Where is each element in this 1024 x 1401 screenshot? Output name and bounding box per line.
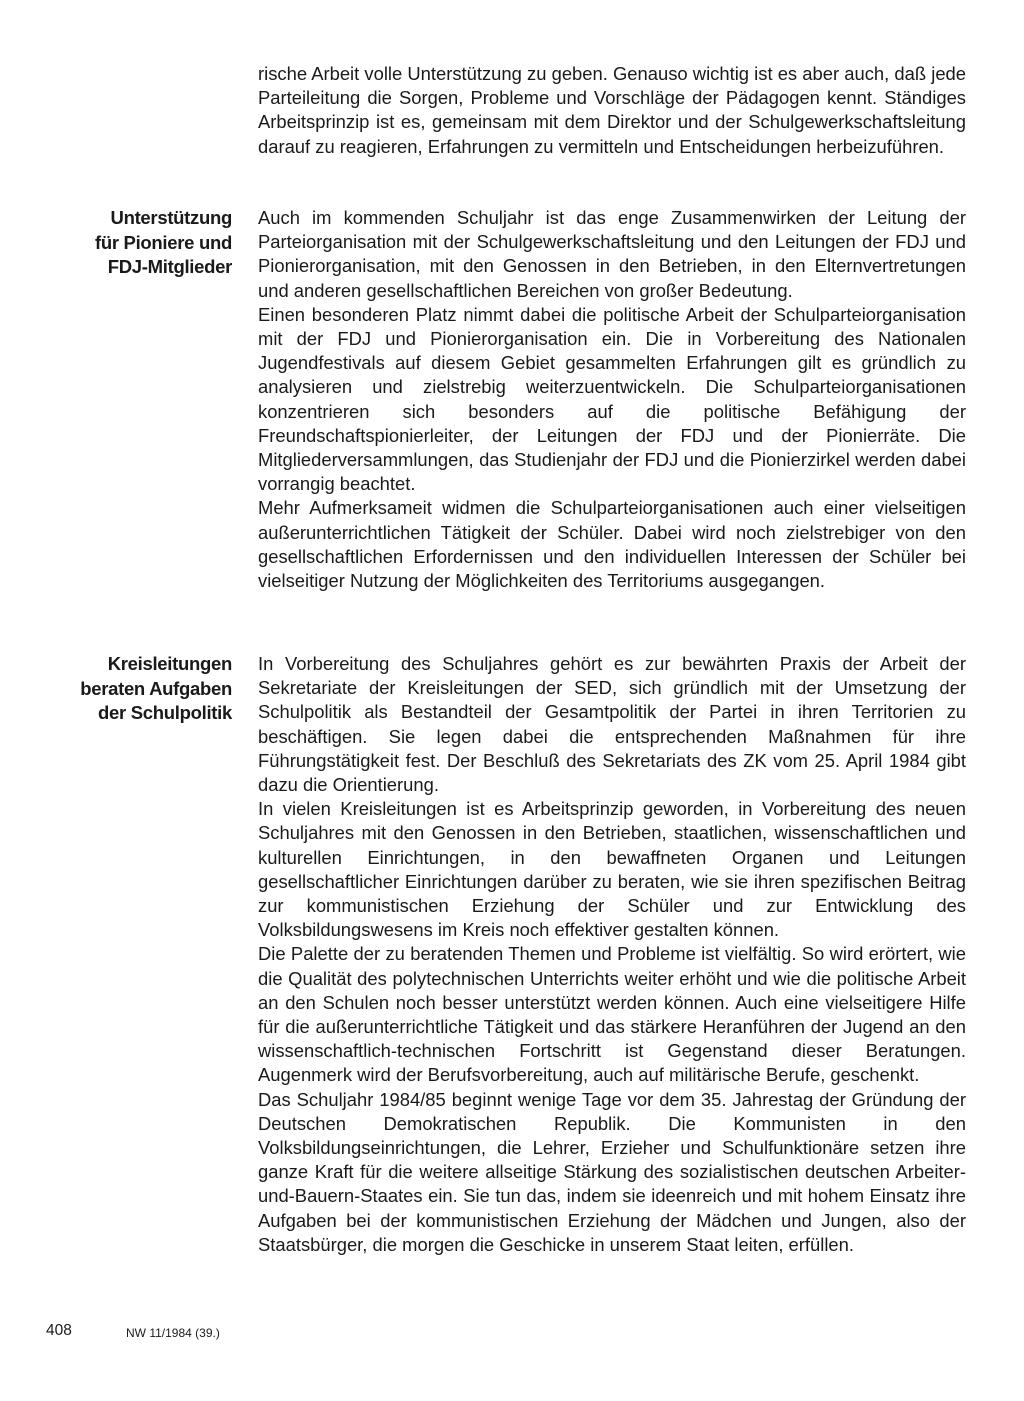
issue-reference: NW 11/1984 (39.) bbox=[126, 1326, 220, 1340]
body-paragraph: Die Palette der zu beratenden Themen und Probleme ist vielfältig. So wird erörtert, wie die Qualität des polytechnischen Unterrichts weiter erhöht und wie die politische Arbeit an den Schulen noch besser unterstützt werden können. Auch eine vielseitigere Hilfe für die außerunterrichtliche Tätigkeit und das stärkere Heranführen der Jugend an den wissenschaftlich-technischen Fortschritt ist Gegenstand dieser Beratungen. Augenmerk wird der Berufsvorbereitung, auch auf militärische Berufe, geschenkt. bbox=[258, 943, 966, 1086]
body-paragraph: Mehr Aufmerksameit widmen die Schulparteiorganisationen auch einer vielseitigen außerunterrichtlichen Tätigkeit der Schüler. Dabei wird noch zielstrebiger von den gesellschaftlichen Erfordernissen und den individuellen Interessen der Schüler bei vielseitiger Nutzung der Möglichkeiten des Territoriums ausgegangen. bbox=[258, 497, 966, 592]
section-body-pioniere bbox=[258, 206, 966, 593]
page-number: 408 bbox=[46, 1322, 72, 1339]
section-heading-pioniere bbox=[32, 206, 232, 280]
body-paragraph: In vielen Kreisleitungen ist es Arbeitsprinzip geworden, in Vorbereitung des neuen Schuljahres mit den Genossen in den Betrieben, staatlichen, wissenschaftlichen und kulturellen Einrichtungen, in den bewaffneten Organen und Leitungen gesellschaftlicher Einrichtungen darüber zu beraten, wie sie ihren spezifischen Beitrag zur kommunistischen Erziehung der Schüler und zur Entwicklung des Volksbildungswesens im Kreis noch effektiver gestalten können. bbox=[258, 798, 966, 941]
body-paragraph: Das Schuljahr 1984/85 beginnt wenige Tage vor dem 35. Jahrestag der Gründung der Deutschen Demokratischen Republik. Die Kommunisten in den Volksbildungseinrichtungen, die Lehrer, Erzieher und Schulfunktionäre setzen ihre ganze Kraft für die weitere allseitige Stärkung des sozialistischen deutschen Arbeiter-und-Bauern-Staates ein. Sie tun das, indem sie ideenreich und mit hohem Einsatz ihre Aufgaben bei der kommunistischen Erziehung der Mädchen und Jungen, also der Staatsbürger, die morgen die Geschicke in unserem Staat leiten, erfüllen. bbox=[258, 1088, 966, 1255]
heading-line: FDJ-Mitglieder bbox=[107, 256, 232, 278]
body-paragraph: In Vorbereitung des Schuljahres gehört es zur bewährten Praxis der Arbeit der Sekretariate der Kreisleitungen der SED, sich gründlich mit der Umsetzung der Schulpolitik als Bestandteil der Gesamtpolitik der Partei in ihren Territorien zu beschäftigen. Sie legen dabei die entsprechenden Maßnahmen für ihre Führungstätigkeit fest. Der Beschluß des Sekretariats des ZK vom 25. April 1984 gibt dazu die Orientierung. bbox=[258, 653, 966, 796]
heading-line: der Schulpolitik bbox=[98, 702, 232, 724]
intro-block bbox=[258, 62, 966, 159]
intro-paragraph: rische Arbeit volle Unterstützung zu geben. Genauso wichtig ist es aber auch, daß jede Parteileitung die Sorgen, Probleme und Vorschläge der Pädagogen kennt. Ständiges Arbeitsprinzip ist es, gemeinsam mit dem Direktor und der Schulgewerkschaftsleitung darauf zu reagieren, Erfahrungen zu vermitteln und Entscheidungen herbeizuführen. bbox=[258, 63, 966, 157]
heading-line: für Pioniere und bbox=[94, 231, 232, 253]
section-heading-kreisleitungen bbox=[32, 652, 232, 726]
heading-line: beraten Aufgaben bbox=[80, 677, 232, 699]
heading-line: Unterstützung bbox=[110, 207, 232, 228]
section-body-kreisleitungen bbox=[258, 652, 966, 1257]
body-paragraph: Auch im kommenden Schuljahr ist das enge Zusammenwirken der Leitung der Parteiorganisation mit der Schulgewerkschaftsleitung und den Leitungen der FDJ und Pionierorganisation, mit den Genossen in den Betrieben, in den Elternvertretungen und anderen gesellschaftlichen Bereichen von großer Bedeutung. bbox=[258, 207, 966, 301]
body-paragraph: Einen besonderen Platz nimmt dabei die politische Arbeit der Schulparteiorganisation mit der FDJ und Pionierorganisation ein. Die in Vorbereitung des Nationalen Jugendfestivals auf diesem Gebiet gesammelten Erfahrungen gilt es gründlich zu analysieren und zielstrebig weiterzuentwickeln. Die Schulparteiorganisationen konzentrieren sich besonders auf die politische Befähigung der Freundschaftspionierleiter, der Leitungen der FDJ und der Pionierräte. Die Mitgliederversammlungen, das Studienjahr der FDJ und die Pionierzirkel werden dabei vorrangig beachtet. bbox=[258, 303, 966, 495]
heading-line: Kreisleitungen bbox=[107, 653, 232, 674]
